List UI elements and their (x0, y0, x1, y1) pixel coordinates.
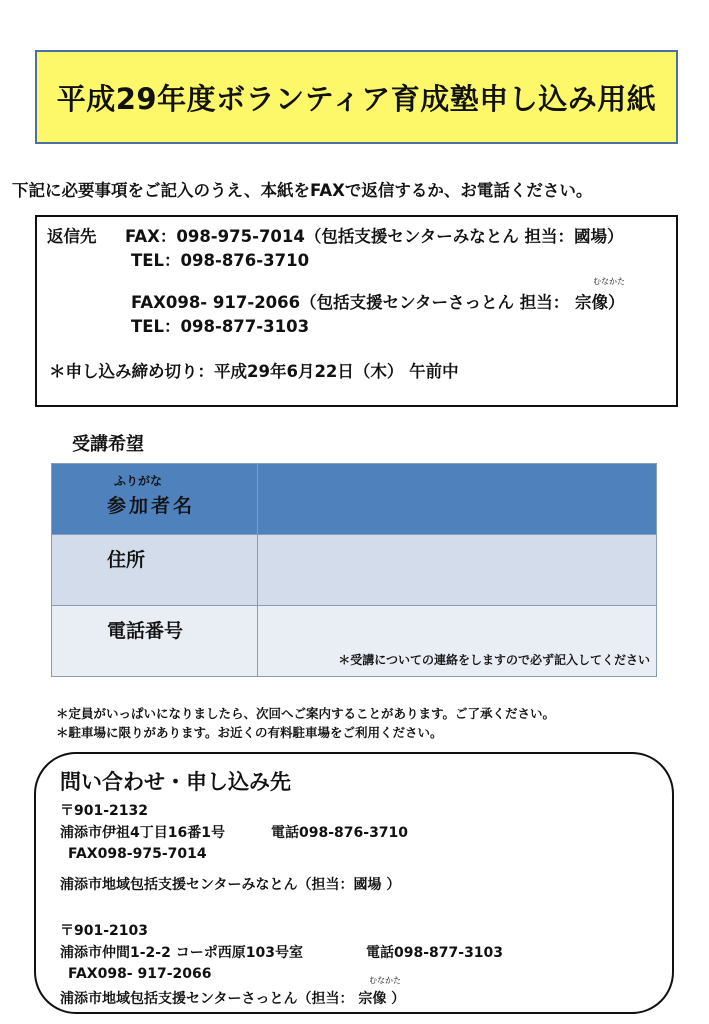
phone-field[interactable] (258, 606, 657, 677)
title-banner (35, 50, 678, 144)
contact-fax-1: FAX098-975-7014 (68, 846, 207, 862)
contact-fax-2: FAX098- 917-2066 (68, 966, 212, 982)
contact-box (34, 752, 674, 1014)
reply-tel-1: TEL：098-876-3710 (131, 251, 310, 270)
contact-ruby-2: むなかた (369, 976, 401, 985)
contact-org-1: 浦添市地域包括支援センターみなとん（担当：國場 ） (60, 877, 401, 893)
reply-fax-2: FAX098- 917-2066（包括支援センターさっとん 担当： 宗像） (131, 293, 625, 312)
contact-zip-1: 〒901-2132 (60, 803, 148, 819)
deadline-text: ＊申し込み締め切り：平成29年6月22日（木） 午前中 (49, 362, 459, 381)
phone-note: ＊受講についての連絡をしますので必ず記入してください (338, 653, 650, 667)
phone-label: 電話番号 (107, 620, 184, 642)
name-ruby: ふりがな (114, 474, 163, 488)
address-label: 住所 (107, 549, 146, 571)
note-item: ＊定員がいっぱいになりましたら、次回へご案内することがあります。ご了承ください。 (56, 706, 556, 721)
contact-tel-1: 電話098-876-3710 (271, 825, 409, 841)
contact-address-2: 浦添市仲間1-2-2 コーポ西原103号室 (60, 945, 303, 961)
form-row-address (52, 535, 657, 606)
contact-address-1: 浦添市伊祖4丁目16番1号 (60, 825, 225, 841)
intro-text: 下記に必要事項をご記入のうえ、本紙をFAXで返信するか、お電話ください。 (12, 181, 593, 200)
name-label: 参加者名 (107, 495, 196, 517)
page-title: 平成29年度ボランティア育成塾申し込み用紙 (56, 81, 657, 116)
contact-zip-2: 〒901-2103 (60, 923, 148, 939)
reply-tel-2: TEL：098-877-3103 (131, 317, 310, 336)
form-row-name (52, 464, 657, 535)
contact-title: 問い合わせ・申し込み先 (60, 770, 291, 794)
notes (56, 704, 555, 742)
reply-fax-1: FAX：098-975-7014（包括支援センターみなとん 担当：國場） (125, 227, 624, 246)
name-field[interactable] (258, 464, 657, 535)
address-field[interactable] (258, 535, 657, 606)
contact-tel-2: 電話098-877-3103 (366, 945, 504, 961)
application-form (51, 463, 657, 677)
reply-box (35, 215, 678, 407)
reply-ruby: むなかた (593, 277, 625, 286)
section-label: 受講希望 (72, 434, 144, 455)
form-row-phone (52, 606, 657, 677)
reply-label: 返信先 (47, 227, 97, 246)
contact-org-2: 浦添市地域包括支援センターさっとん（担当： 宗像 ） (60, 991, 406, 1007)
note-item: ＊駐車場に限りがあります。お近くの有料駐車場をご利用ください。 (56, 725, 443, 740)
